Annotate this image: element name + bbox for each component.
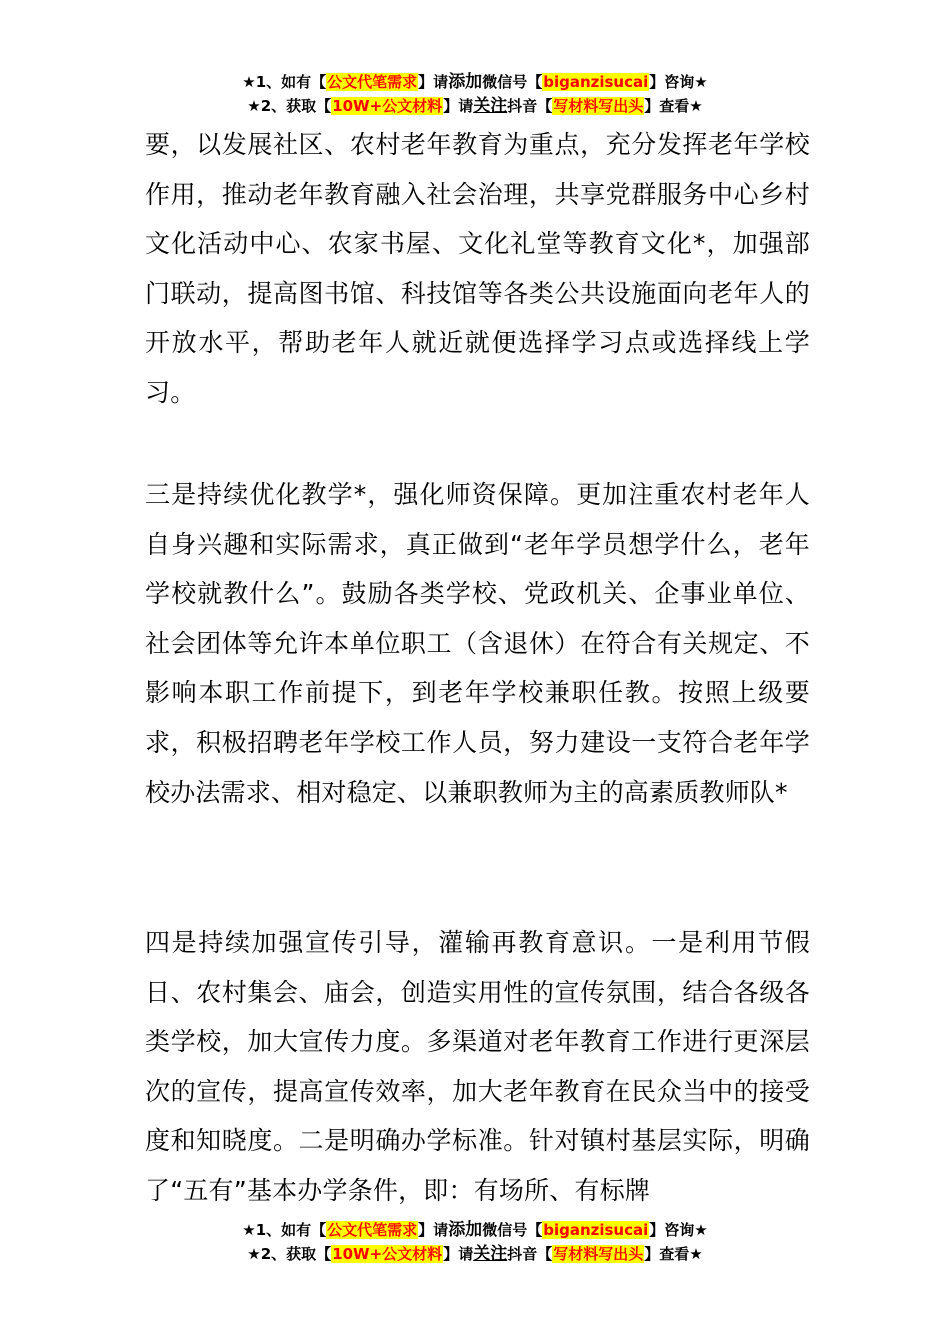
banner-line-2-emphasis: 关注 [473,96,508,116]
banner-line-1-emphasis: 添加 [448,1220,483,1240]
banner-line-2-mid2: 抖音【 [507,97,553,115]
banner-line-1-emphasis: 添加 [448,72,483,92]
paragraph-text: 三是持续优化教学*，强化师资保障。更加注重农村老年人自身兴趣和实际需求，真正做到“老年学员想学什么，老年学校就教什么”。鼓励各类学校、党政机关、企事业单位、社会团体等允许本单位职工（含退休）在符合有关规定、不影响本职工作前提下，到老年学校兼职任教。按照上级要求，积极招聘老年学校工作人员，努力建设一支符合老年学校办法需求、相对稳定、以兼职教师为主的高素质教师队* [145,480,810,807]
paragraph-text: 四是持续加强宣传引导，灌输再教育意识。一是利用节假日、农村集会、庙会，创造实用性的宣传氛围，结合各级各类学校，加大宣传力度。多渠道对老年教育工作进行更深层次的宣传，提高宣传效率，加大老年教育在民众当中的接受度和知晓度。二是明确办学标准。针对镇村基层实际，明确了“五有”基本办学条件，即：有场所、有标牌 [145,928,810,1205]
banner-line-1 [0,70,950,94]
banner-line-2-douyin-id: 写材料写出头 [553,97,644,115]
banner-line-1-suffix: 】咨询★ [649,1221,708,1239]
banner-line-2-suffix: 】查看★ [644,97,703,115]
banner-line-2-prefix: ★2、获取【 [247,97,332,115]
header-banner [0,70,950,118]
banner-line-1-wechat-id: biganzisucai [543,73,649,91]
banner-line-2-highlight-materials: 10W+公文材料 [332,97,443,115]
banner-line-1-prefix: ★1、如有【 [242,73,327,91]
paragraph-education-resources [145,120,810,418]
paragraph-publicity-guidance [145,918,810,1216]
banner-line-1-prefix: ★1、如有【 [242,1221,327,1239]
banner-line-1-highlight-service: 公文代笔需求 [327,73,418,91]
banner-line-1-mid2: 微信号【 [482,73,543,91]
banner-line-2-mid: 】请 [443,97,474,115]
banner-line-2 [0,94,950,118]
banner-line-2-prefix: ★2、获取【 [247,1245,332,1263]
banner-line-2-mid2: 抖音【 [507,1245,553,1263]
banner-line-2-suffix: 】查看★ [644,1245,703,1263]
banner-line-1-mid: 】请 [418,1221,449,1239]
banner-line-2-emphasis: 关注 [473,1244,508,1264]
banner-line-1-highlight-service: 公文代笔需求 [327,1221,418,1239]
banner-line-1-mid2: 微信号【 [482,1221,543,1239]
banner-line-2-douyin-id: 写材料写出头 [553,1245,644,1263]
banner-line-2-highlight-materials: 10W+公文材料 [332,1245,443,1263]
banner-line-2-mid: 】请 [443,1245,474,1263]
banner-line-1 [0,1218,950,1242]
banner-line-2 [0,1242,950,1266]
banner-line-1-wechat-id: biganzisucai [543,1221,649,1239]
banner-line-1-suffix: 】咨询★ [649,73,708,91]
paragraph-teaching-optimization [145,470,810,817]
paragraph-text: 要，以发展社区、农村老年教育为重点，充分发挥老年学校作用，推动老年教育融入社会治理，共享党群服务中心乡村文化活动中心、农家书屋、文化礼堂等教育文化*，加强部门联动，提高图书馆、科技馆等各类公共设施面向老年人的开放水平，帮助老年人就近就便选择学习点或选择线上学习。 [145,130,810,407]
footer-banner [0,1218,950,1266]
banner-line-1-mid: 】请 [418,73,449,91]
